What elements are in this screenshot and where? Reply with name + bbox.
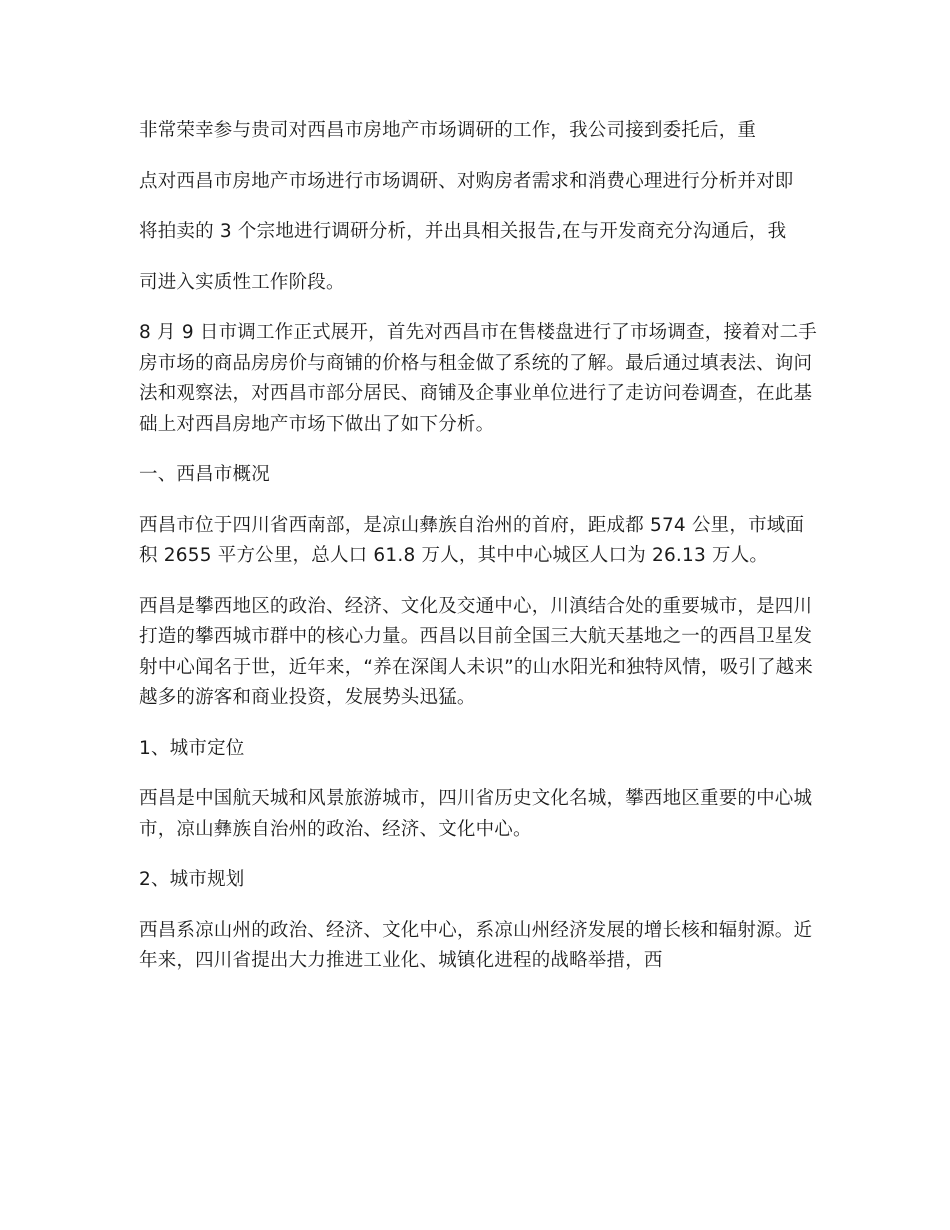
section-heading-overview: 一、西昌市概况 bbox=[139, 464, 270, 485]
paragraph-2: 点对西昌市房地产市场进行市场调研、对购房者需求和消费心理进行分析并对即 bbox=[139, 170, 794, 192]
paragraph-5: 8 月 9 日市调工作正式展开，首先对西昌市在售楼盘进行了市场调查，接着对二手房市场的商品房房价与商铺的价格与租金做了系统的了解。最后通过填表法、询问法和观察法，对西昌市部分居民、商铺及企事业单位进行了走访问卷调查，在此基础上对西昌房地产市场下做出了如下分析。 bbox=[139, 322, 817, 435]
document-body bbox=[139, 116, 819, 997]
paragraph-planning: 西昌系凉山州的政治、经济、文化中心，系凉山州经济发展的增长核和辐射源。近年来，四川省提出大力推进工业化、城镇化进程的战略举措，西 bbox=[139, 919, 813, 971]
paragraph-4: 司进入实质性工作阶段。 bbox=[139, 271, 345, 293]
paragraph-location: 西昌市位于四川省西南部，是凉山彝族自治州的首府，距成都 574 公里，市域面积 2655 平方公里，总人口 61.8 万人，其中中心城区人口为 26.13 万人。 bbox=[139, 514, 805, 566]
subheading-city-planning: 2、城市规划 bbox=[139, 869, 245, 890]
paragraph-positioning: 西昌是中国航天城和风景旅游城市，四川省历史文化名城，攀西地区重要的中心城市，凉山彝族自治州的政治、经济、文化中心。 bbox=[139, 788, 813, 840]
paragraph-center: 西昌是攀西地区的政治、经济、文化及交通中心，川滇结合处的重要城市，是四川打造的攀西城市群中的核心力量。西昌以目前全国三大航天基地之一的西昌卫星发射中心闻名于世，近年来，“养在深闺人未识”的山水阳光和独特风情，吸引了越来越多的游客和商业投资，发展势头迅猛。 bbox=[139, 595, 814, 708]
paragraph-1: 非常荣幸参与贵司对西昌市房地产市场调研的工作，我公司接到委托后，重 bbox=[139, 120, 757, 141]
subheading-city-positioning: 1、城市定位 bbox=[139, 737, 245, 759]
paragraph-3: 将拍卖的 3 个宗地进行调研分析，并出具相关报告,在与开发商充分沟通后，我 bbox=[139, 221, 787, 242]
